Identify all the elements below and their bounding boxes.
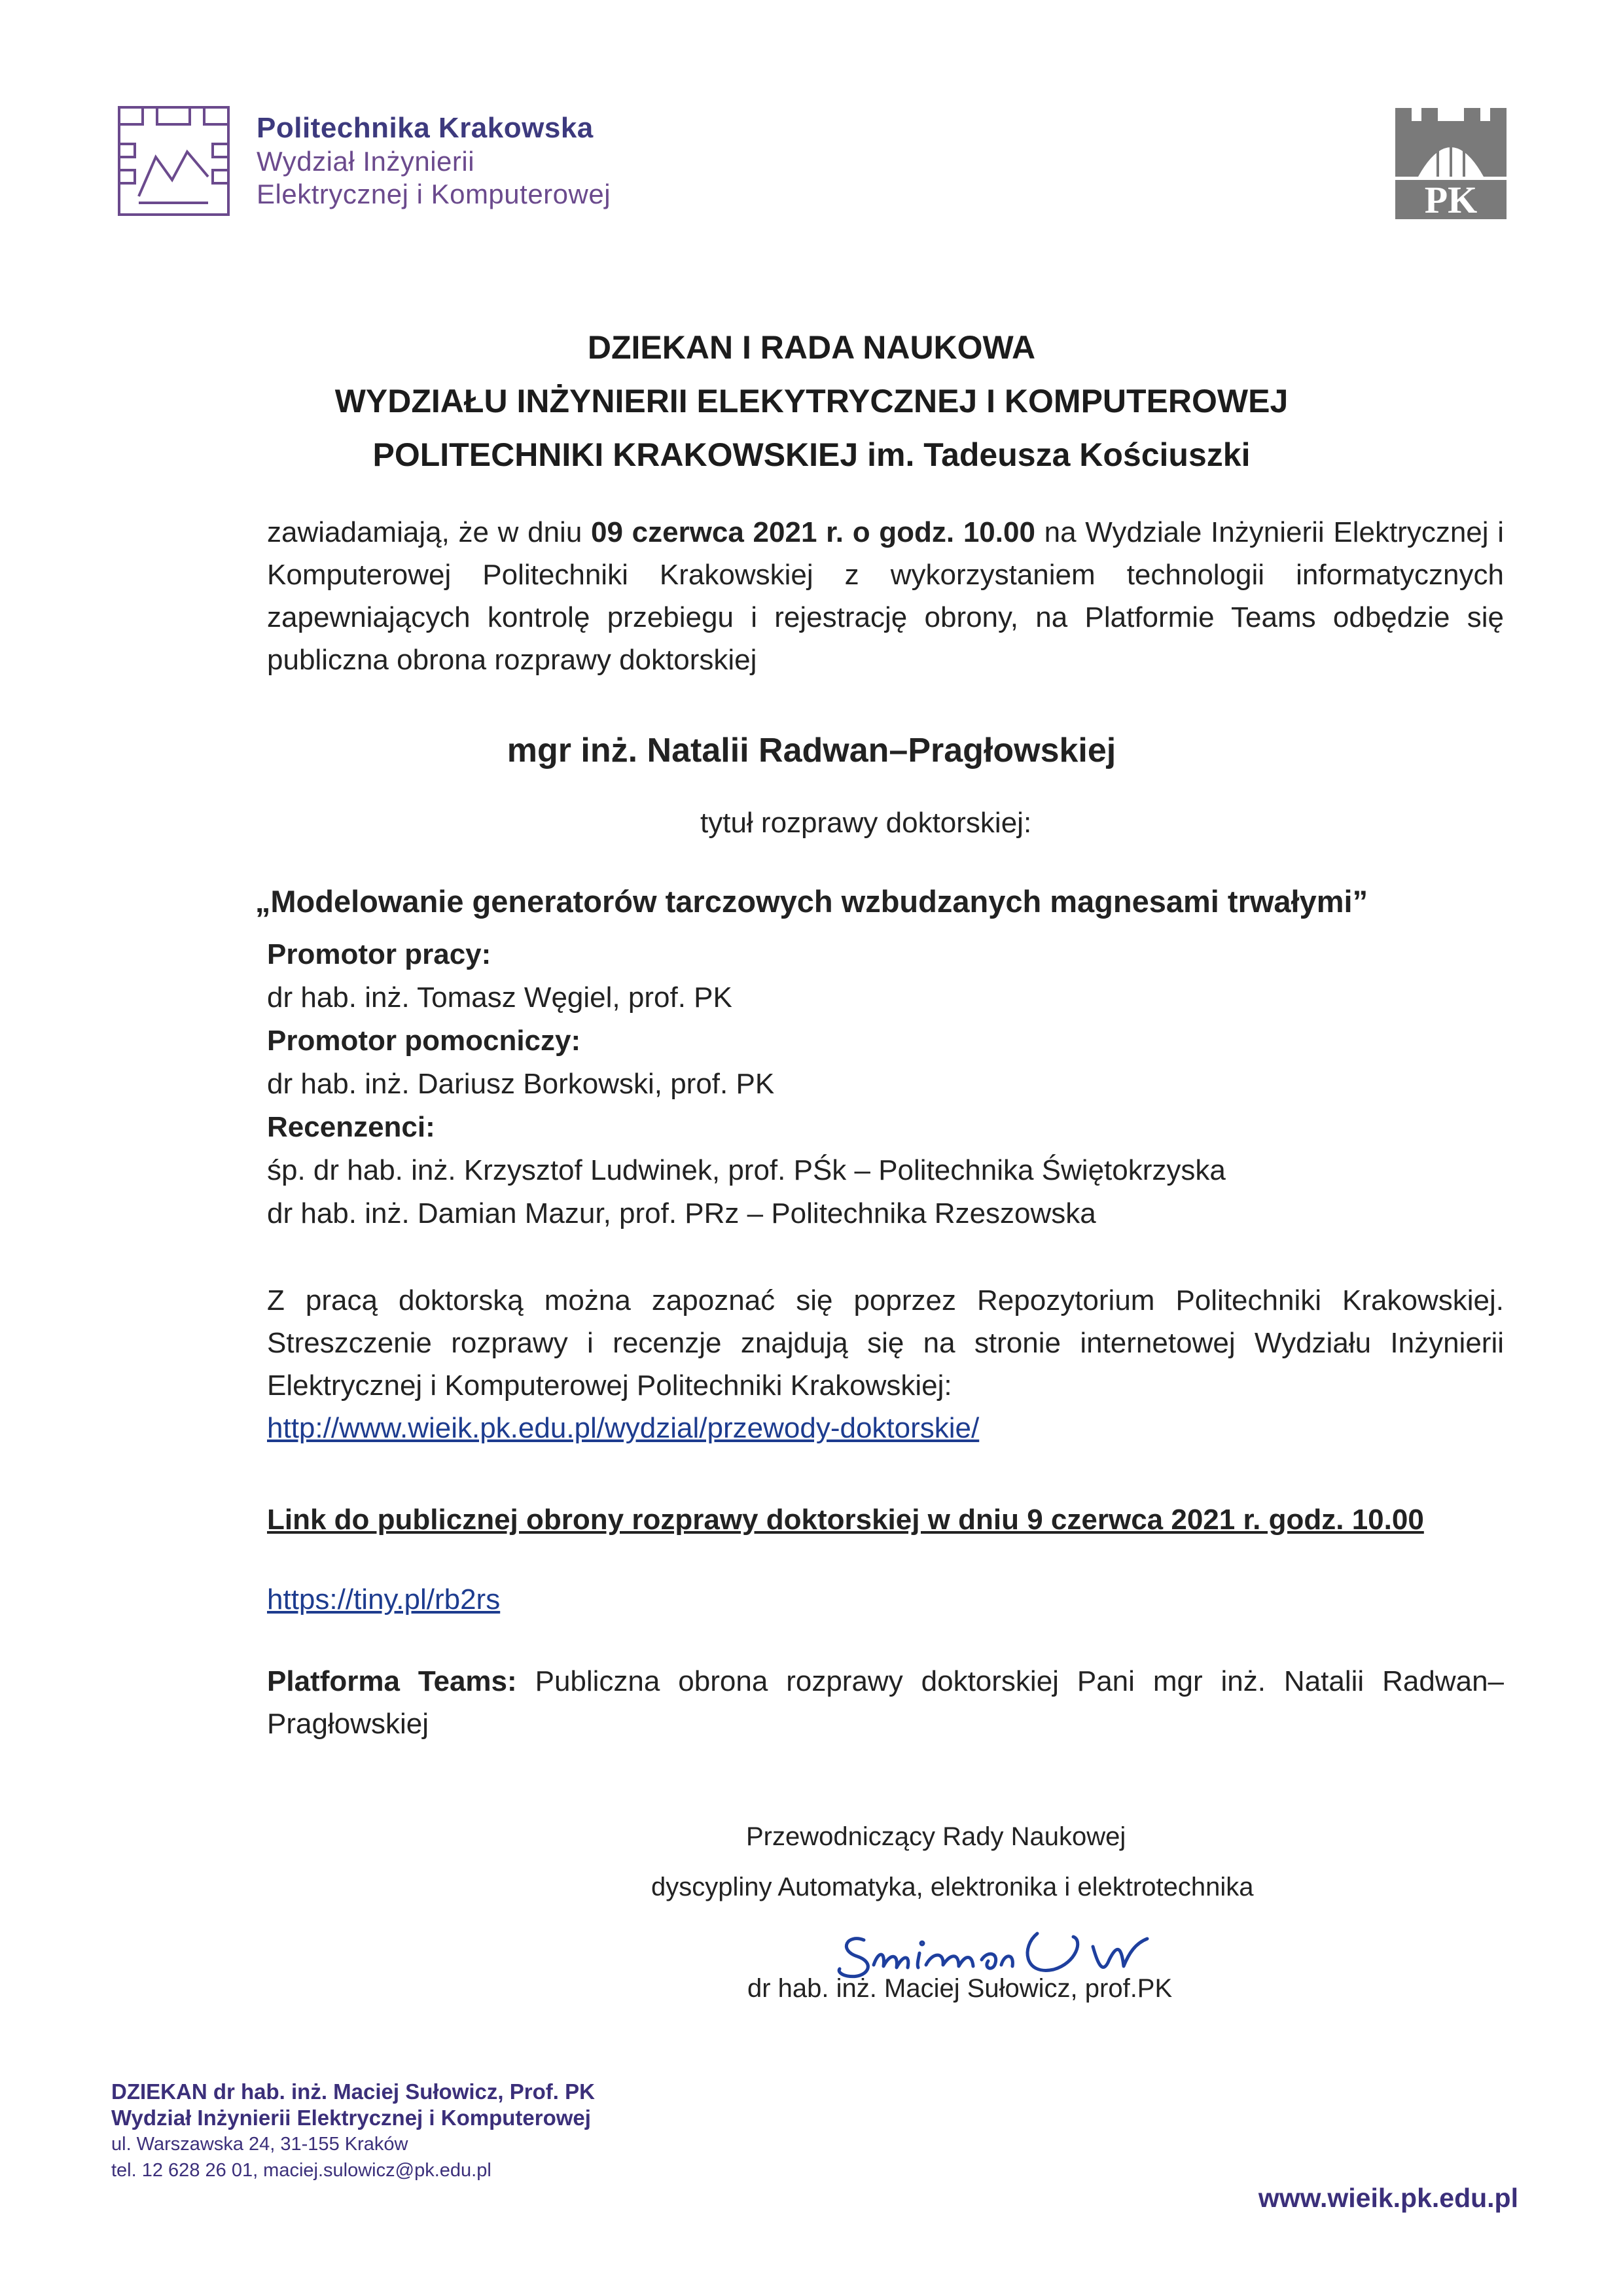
title-line3: POLITECHNIKI KRAKOWSKIEJ im. Tadeusza Kościuszki <box>372 436 1251 473</box>
thesis-title: „Modelowanie generatorów tarczowych wzbudzanych magnesami trwałymi” <box>255 884 1368 919</box>
footer-dean: DZIEKAN dr hab. inż. Maciej Sułowicz, Prof. PK <box>111 2079 595 2104</box>
faculty-name-line1: Wydział Inżynierii <box>257 146 475 177</box>
faculty-logo-text <box>257 111 611 211</box>
reviewer-2: dr hab. inż. Damian Mazur, prof. PRz – Politechnika Rzeszowska <box>267 1197 1096 1229</box>
faculty-logo-icon <box>116 105 231 217</box>
defense-link-heading: Link do publicznej obrony rozprawy doktorskiej w dniu 9 czerwca 2021 r. godz. 10.00 <box>267 1504 1424 1536</box>
thesis-label: tytuł rozprawy doktorskiej: <box>700 807 1032 839</box>
title-line2: WYDZIAŁU INŻYNIERII ELEKYTRYCZNEJ I KOMPUTEROWEJ <box>334 383 1289 419</box>
candidate-name: mgr inż. Natalii Radwan–Pragłowskiej <box>507 732 1116 769</box>
chair-role-line1: Przewodniczący Rady Naukowej <box>746 1822 1126 1851</box>
reviewer-1: śp. dr hab. inż. Krzysztof Ludwinek, prof. PŚk – Politechnika Świętokrzyska <box>267 1154 1226 1186</box>
repository-paragraph <box>267 1279 1504 1449</box>
footer-faculty: Wydział Inżynierii Elektrycznej i Komputerowej <box>111 2106 591 2130</box>
platform-paragraph <box>267 1660 1504 1745</box>
repository-link[interactable]: http://www.wieik.pk.edu.pl/wydzial/przewody-doktorskie/ <box>267 1412 980 1444</box>
chair-role-line2: dyscypliny Automatyka, elektronika i elektrotechnika <box>651 1873 1254 1901</box>
teams-link[interactable]: https://tiny.pl/rb2rs <box>267 1583 501 1616</box>
promotor-label: Promotor pracy: <box>267 938 491 970</box>
people-list <box>267 933 1226 1235</box>
repository-text: Z pracą doktorską można zapoznać się poprzez Repozytorium Politechniki Krakowskiej. Streszczenie rozprawy i recenzje znajdują się na stronie internetowej Wydziału Inżynierii Elektrycznej i Komputerowej Politechniki Krakowskiej: <box>267 1284 1504 1402</box>
footer-address: ul. Warszawska 24, 31-155 Kraków <box>111 2134 408 2155</box>
aux-promotor-label: Promotor pomocniczy: <box>267 1025 581 1057</box>
document-title <box>0 321 1623 482</box>
pk-logo-text: PK <box>1424 179 1478 221</box>
faculty-name-line2: Elektrycznej i Komputerowej <box>257 179 611 209</box>
footer-contact-info: tel. 12 628 26 01, maciej.sulowicz@pk.edu.pl <box>111 2160 491 2181</box>
intro-date: 09 czerwca 2021 r. o godz. 10.00 <box>591 516 1035 548</box>
platform-text: Publiczna obrona rozprawy doktorskiej Pani mgr inż. Natalii Radwan–Pragłowskiej <box>267 1665 1505 1740</box>
title-line1: DZIEKAN I RADA NAUKOWA <box>587 329 1036 366</box>
promotor-name: dr hab. inż. Tomasz Węgiel, prof. PK <box>267 981 732 1014</box>
platform-label: Platforma Teams: <box>267 1665 517 1697</box>
intro-text-1: zawiadamiają, że w dniu <box>267 516 591 548</box>
reviewers-label: Recenzenci: <box>267 1111 435 1143</box>
footer-website[interactable]: www.wieik.pk.edu.pl <box>1258 2183 1518 2213</box>
intro-paragraph <box>267 511 1504 681</box>
university-name: Politechnika Krakowska <box>257 112 594 144</box>
chair-name: dr hab. inż. Maciej Sułowicz, prof.PK <box>747 1974 1173 2003</box>
pk-logo-icon <box>1392 105 1510 222</box>
intro-text-2: na Wydziale Inżynierii Elektrycznej i Komputerowej Politechniki Krakowskiej z wykorzystaniem technologii informatycznych zapewniających kontrolę przebiegu i rejestrację obrony, na Platformie Teams odbędzie się publiczna obrona rozprawy doktorskiej <box>267 516 1504 676</box>
teams-link-container <box>267 1578 500 1621</box>
footer-contact <box>111 2079 595 2183</box>
aux-promotor-name: dr hab. inż. Dariusz Borkowski, prof. PK <box>267 1068 775 1100</box>
